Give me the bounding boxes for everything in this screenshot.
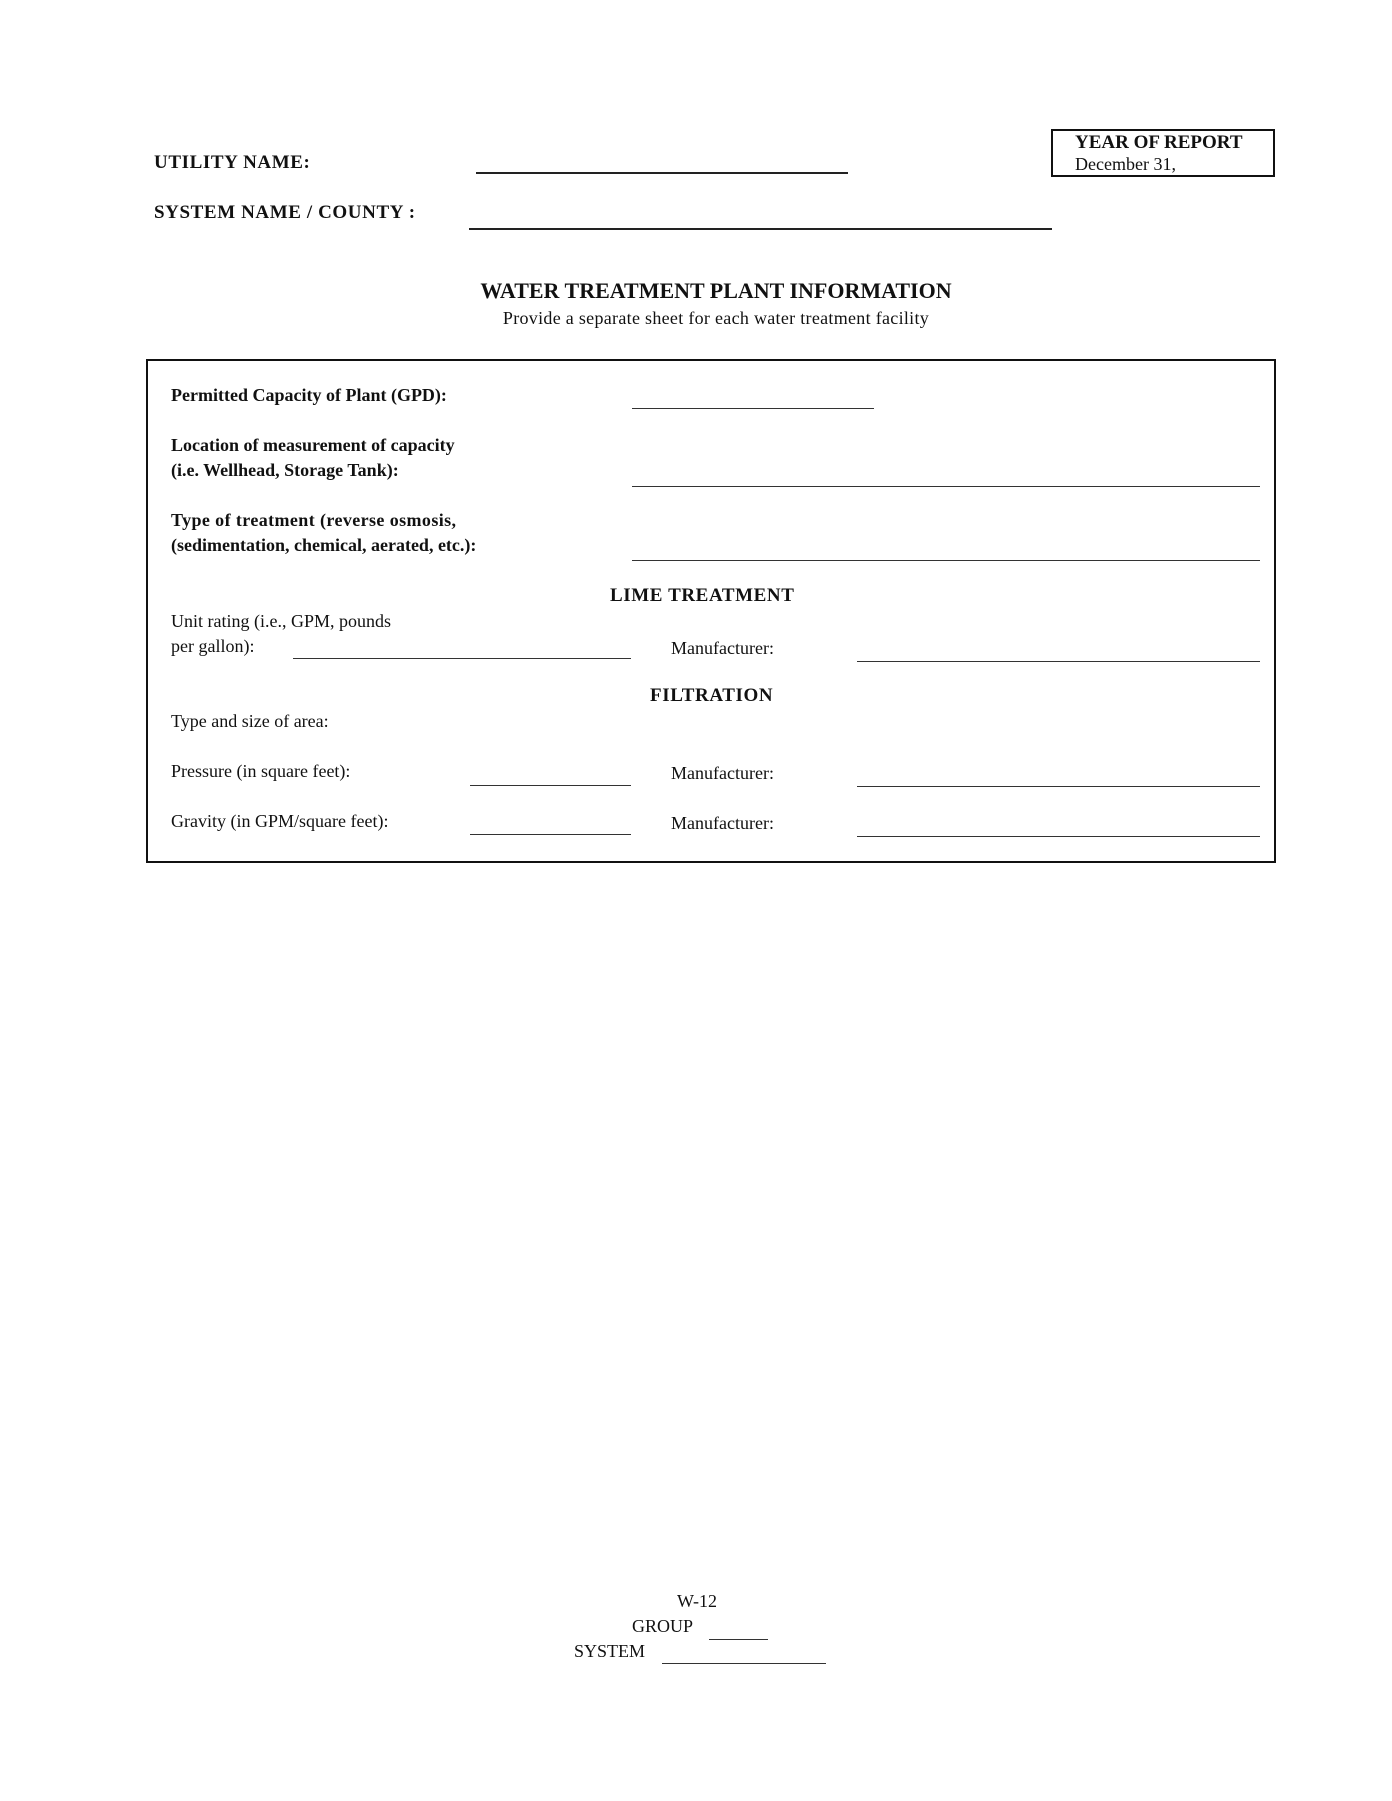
unit-rating-label-line2: per gallon): [171,636,255,656]
unit-rating-field-line[interactable] [293,658,631,659]
permitted-capacity-label: Permitted Capacity of Plant (GPD): [171,385,447,405]
permitted-capacity-field-line[interactable] [632,408,874,409]
lime-treatment-heading: LIME TREATMENT [610,585,795,606]
unit-rating-label-line1: Unit rating (i.e., GPM, pounds [171,611,391,631]
type-of-treatment-label-line2: (sedimentation, chemical, aerated, etc.): [171,535,477,555]
utility-name-label: UTILITY NAME: [154,152,311,173]
lime-manufacturer-field-line[interactable] [857,661,1260,662]
location-of-measurement-label-line1: Location of measurement of capacity [171,435,455,455]
year-of-report-date: December 31, [1075,154,1176,174]
page-code: W-12 [677,1591,717,1611]
system-name-county-label: SYSTEM NAME / COUNTY : [154,202,416,223]
pressure-manufacturer-field-line[interactable] [857,786,1260,787]
pressure-label: Pressure (in square feet): [171,761,351,781]
type-of-treatment-field-line[interactable] [632,560,1260,561]
pressure-manufacturer-label: Manufacturer: [671,763,774,783]
form-subtitle: Provide a separate sheet for each water treatment facility [502,308,930,328]
system-name-county-field-line[interactable] [469,228,1052,230]
utility-name-field-line[interactable] [476,172,848,174]
gravity-label: Gravity (in GPM/square feet): [171,811,389,831]
system-field-line[interactable] [662,1663,826,1664]
group-field-line[interactable] [709,1639,768,1640]
year-of-report-title: YEAR OF REPORT [1075,132,1243,153]
pressure-field-line[interactable] [470,785,631,786]
location-of-measurement-label-line2: (i.e. Wellhead, Storage Tank): [171,460,399,480]
system-label: SYSTEM [574,1641,646,1661]
gravity-manufacturer-label: Manufacturer: [671,813,774,833]
form-title: WATER TREATMENT PLANT INFORMATION [480,278,952,303]
gravity-field-line[interactable] [470,834,631,835]
gravity-manufacturer-field-line[interactable] [857,836,1260,837]
year-of-report-box [1051,129,1275,177]
group-label: GROUP [632,1616,694,1636]
location-of-measurement-field-line[interactable] [632,486,1260,487]
type-of-treatment-label-line1: Type of treatment (reverse osmosis, [171,510,457,530]
lime-manufacturer-label: Manufacturer: [671,638,774,658]
type-and-size-of-area-label: Type and size of area: [171,711,329,731]
filtration-heading: FILTRATION [650,685,774,706]
